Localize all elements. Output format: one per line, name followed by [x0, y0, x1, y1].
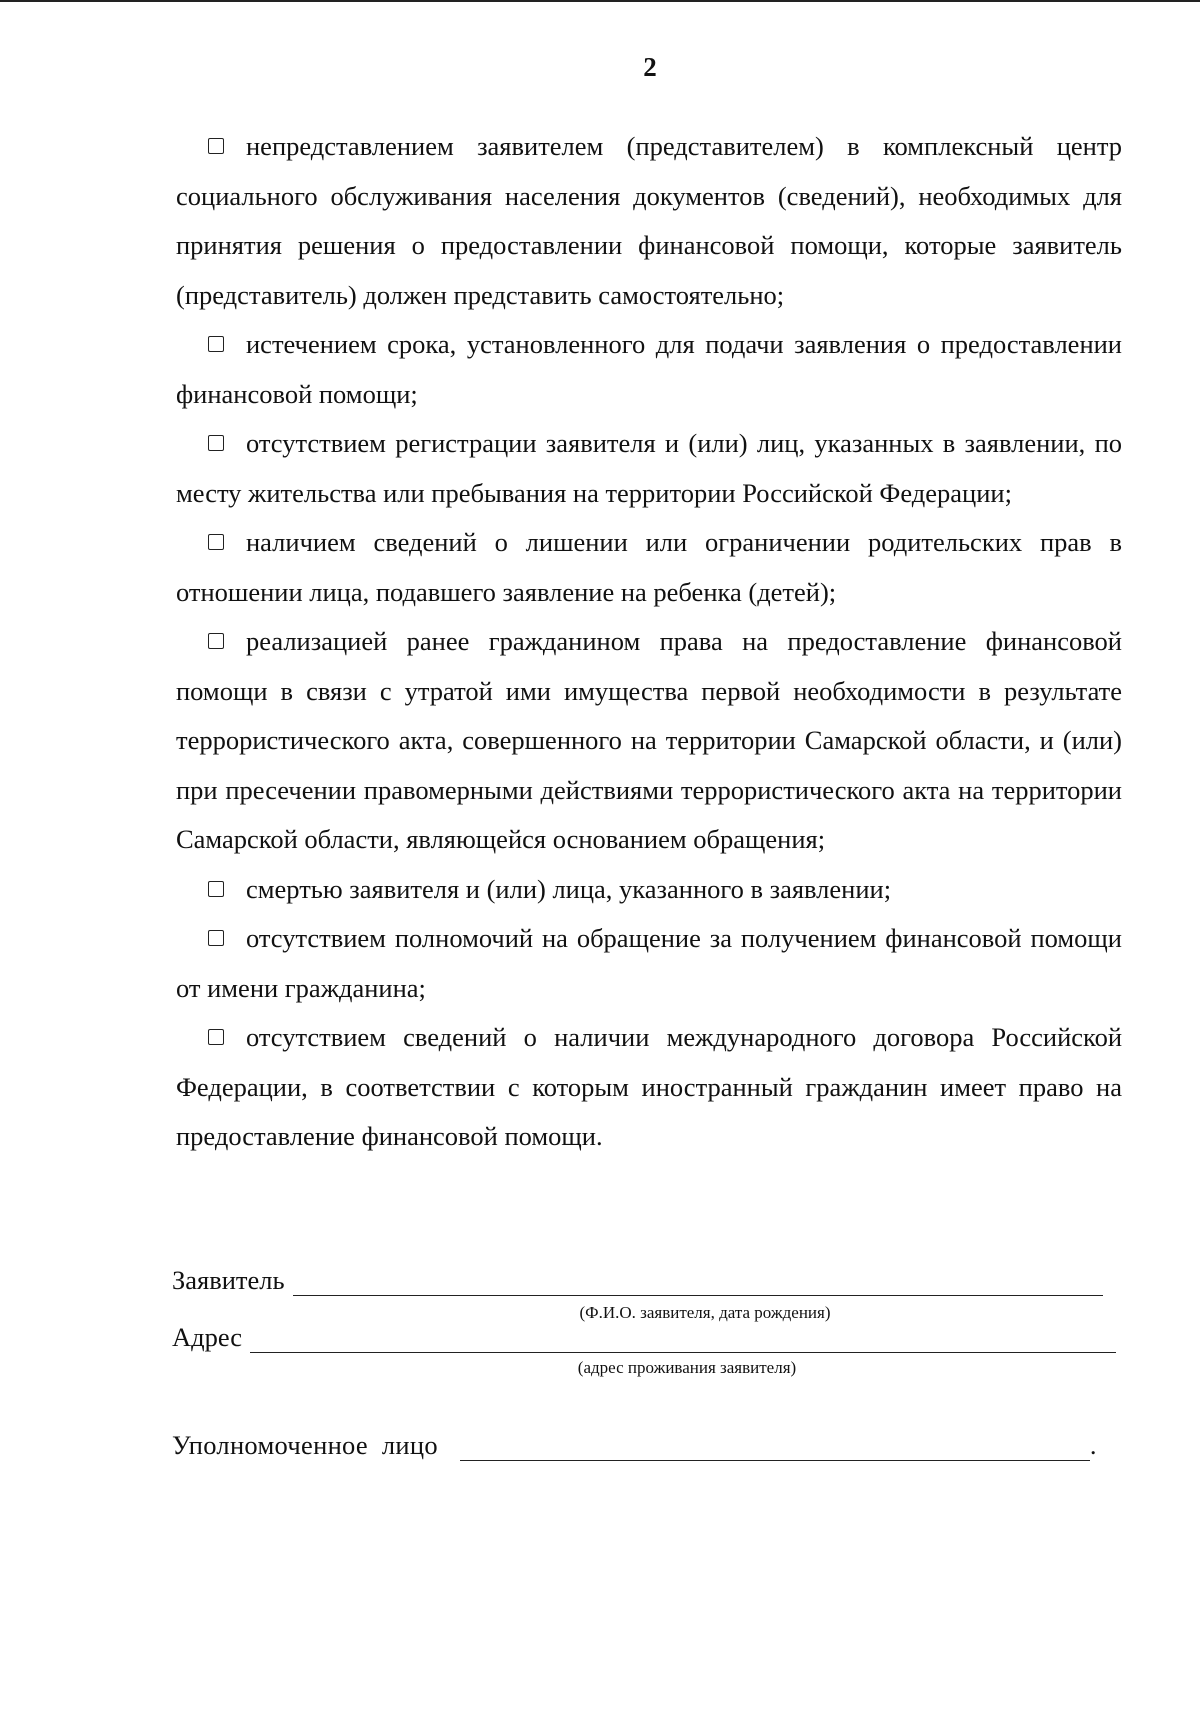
applicant-label: Заявитель: [172, 1265, 285, 1295]
reasons-list: [176, 122, 1122, 1162]
list-item: [176, 617, 1122, 865]
list-item-text: непредставлением заявителем (представителем) в комплексный центр социального обслуживания населения документов (сведений), необходимых для принятия решения о предоставлении финансовой помощи, которые заявитель (представитель) должен представить самостоятельно;: [176, 131, 1122, 310]
applicant-caption: (Ф.И.О. заявителя, дата рождения): [579, 1303, 831, 1322]
list-item-text: смертью заявителя и (или) лица, указанного в заявлении;: [246, 873, 892, 904]
scan-edge: [0, 0, 1200, 2]
checkbox-icon[interactable]: [208, 534, 224, 550]
list-item: [176, 865, 1122, 915]
checkbox-icon[interactable]: [208, 336, 224, 352]
list-item: [176, 914, 1122, 1013]
applicant-field[interactable]: [293, 1271, 1103, 1296]
list-item: [176, 419, 1122, 518]
checkbox-icon[interactable]: [208, 881, 224, 897]
list-item: [176, 320, 1122, 419]
address-field[interactable]: [250, 1328, 1116, 1353]
list-item: [176, 518, 1122, 617]
checkbox-icon[interactable]: [208, 138, 224, 154]
checkbox-icon[interactable]: [208, 930, 224, 946]
list-item-text: наличием сведений о лишении или ограничении родительских прав в отношении лица, подавшего заявление на ребенка (детей);: [176, 527, 1122, 607]
list-item-text: истечением срока, установленного для подачи заявления о предоставлении финансовой помощи;: [176, 329, 1122, 409]
list-item: [176, 122, 1122, 320]
checkbox-icon[interactable]: [208, 435, 224, 451]
checkbox-icon[interactable]: [208, 1029, 224, 1045]
checkbox-icon[interactable]: [208, 633, 224, 649]
page-number: 2: [643, 52, 657, 82]
authorized-label: Уполномоченное лицо: [172, 1430, 438, 1460]
applicant-row: [172, 1265, 1103, 1296]
address-row: [172, 1322, 1116, 1353]
list-item: [176, 1013, 1122, 1162]
authorized-field[interactable]: [460, 1436, 1090, 1461]
address-label: Адрес: [172, 1322, 243, 1352]
list-item-text: отсутствием сведений о наличии международного договора Российской Федерации, в соответствии с которым иностранный гражданин имеет право на предоставление финансовой помощи.: [176, 1022, 1122, 1151]
list-item-text: отсутствием полномочий на обращение за получением финансовой помощи от имени гражданина;: [176, 923, 1122, 1003]
authorized-end: .: [1089, 1430, 1097, 1460]
list-item-text: отсутствием регистрации заявителя и (или) лиц, указанных в заявлении, по месту жительства или пребывания на территории Российской Федерации;: [176, 428, 1122, 508]
address-caption: (адрес проживания заявителя): [577, 1358, 797, 1377]
authorized-person-row: [172, 1430, 1097, 1461]
list-item-text: реализацией ранее гражданином права на предоставление финансовой помощи в связи с утратой ими имущества первой необходимости в результате террористического акта, совершенного на территории Самарской области, и (или) при пресечении правомерными действиями террористического акта на территории Самарской области, являющейся основанием обращения;: [176, 626, 1122, 854]
